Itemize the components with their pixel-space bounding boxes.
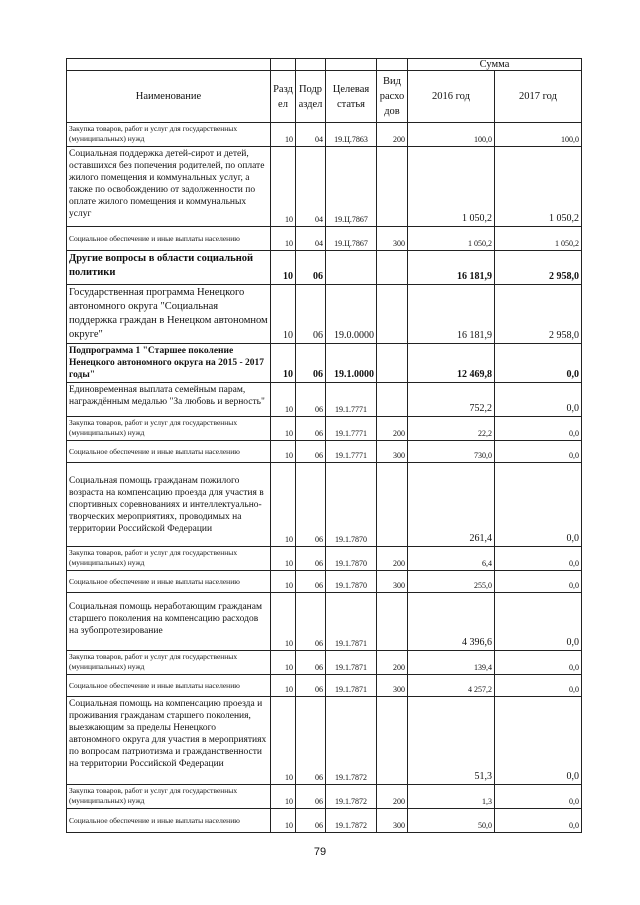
row-pr: 06: [296, 251, 326, 285]
row-2017: 0,0: [495, 571, 582, 593]
row-name: Социальное обеспечение и иные выплаты населению: [67, 441, 271, 463]
row-name: Закупка товаров, работ и услуг для государственных (муниципальных) нужд: [67, 547, 271, 571]
row-rz: 10: [271, 417, 296, 441]
row-rz: 10: [271, 344, 296, 383]
row-name: Социальное обеспечение и иные выплаты населению: [67, 675, 271, 697]
row-vr: 200: [377, 785, 408, 809]
row-2017: 0,0: [495, 593, 582, 651]
table-row: [67, 809, 582, 833]
row-rz: 10: [271, 651, 296, 675]
row-vr: 300: [377, 675, 408, 697]
row-2016: 22,2: [408, 417, 495, 441]
table-row: [67, 417, 582, 441]
header-blank: [67, 59, 271, 71]
row-cs: 19.0.0000: [326, 285, 377, 344]
row-pr: 06: [296, 344, 326, 383]
row-vr: [377, 251, 408, 285]
row-name: Социальная помощь на компенсацию проезда и проживания гражданам старшего поколения, выезжающим за пределы Ненецкого автономного округа для участия в мероприятиях по вопросам патриотизма и гражданственности на территории Российской Федерации: [67, 697, 271, 785]
row-2016: 261,4: [408, 463, 495, 547]
row-2016: 4 257,2: [408, 675, 495, 697]
row-2017: 0,0: [495, 344, 582, 383]
row-pr: 06: [296, 593, 326, 651]
header-blank: [326, 59, 377, 71]
table-row: [67, 697, 582, 785]
row-rz: 10: [271, 147, 296, 227]
row-cs: 19.1.7871: [326, 651, 377, 675]
row-2016: 16 181,9: [408, 251, 495, 285]
row-2017: 1 050,2: [495, 227, 582, 251]
header-blank: [296, 59, 326, 71]
table-row: [67, 227, 582, 251]
row-vr: [377, 593, 408, 651]
row-pr: 06: [296, 809, 326, 833]
row-rz: 10: [271, 251, 296, 285]
table-row: [67, 547, 582, 571]
row-cs: [326, 251, 377, 285]
row-rz: 10: [271, 463, 296, 547]
row-2017: 0,0: [495, 417, 582, 441]
row-2016: 255,0: [408, 571, 495, 593]
row-vr: 200: [377, 417, 408, 441]
row-name: Социальная помощь гражданам пожилого возраста на компенсацию проезда для участия в спортивных соревнованиях и интеллектуально-творческих мероприятиях, проводимых на территории Российской Федерации: [67, 463, 271, 547]
row-cs: 19.1.7871: [326, 593, 377, 651]
row-pr: 06: [296, 675, 326, 697]
row-vr: [377, 285, 408, 344]
row-name: Социальная поддержка детей-сирот и детей, оставшихся без попечения родителей, по оплате жилого помещения и коммунальных услуг, а также по освобождению от задолженности по оплате жилого помещения и коммунальных услуг: [67, 147, 271, 227]
table-row: [67, 123, 582, 147]
row-rz: 10: [271, 441, 296, 463]
row-2017: 0,0: [495, 441, 582, 463]
row-2016: 1,3: [408, 785, 495, 809]
row-2016: 730,0: [408, 441, 495, 463]
row-cs: 19.1.7871: [326, 675, 377, 697]
row-2016: 100,0: [408, 123, 495, 147]
row-rz: 10: [271, 285, 296, 344]
table-row: [67, 463, 582, 547]
row-cs: 19.Ц.7863: [326, 123, 377, 147]
header-blank: [377, 59, 408, 71]
row-2016: 6,4: [408, 547, 495, 571]
row-vr: [377, 463, 408, 547]
row-pr: 06: [296, 441, 326, 463]
row-vr: [377, 147, 408, 227]
row-cs: 19.Ц.7867: [326, 227, 377, 251]
row-name: Закупка товаров, работ и услуг для государственных (муниципальных) нужд: [67, 123, 271, 147]
row-2016: 1 050,2: [408, 227, 495, 251]
header-name: Наименование: [67, 71, 271, 123]
row-2016: 139,4: [408, 651, 495, 675]
row-2017: 0,0: [495, 697, 582, 785]
row-rz: 10: [271, 593, 296, 651]
header-vid: Вид расхо дов: [377, 71, 408, 123]
row-pr: 06: [296, 697, 326, 785]
table-row-section: [67, 251, 582, 285]
row-2016: 4 396,6: [408, 593, 495, 651]
row-vr: [377, 697, 408, 785]
row-vr: 300: [377, 571, 408, 593]
row-2016: 752,2: [408, 383, 495, 417]
table-row: [67, 147, 582, 227]
row-vr: [377, 344, 408, 383]
row-cs: 19.1.7771: [326, 441, 377, 463]
row-pr: 06: [296, 571, 326, 593]
budget-table-container: [66, 58, 581, 833]
row-rz: 10: [271, 785, 296, 809]
row-2017: 0,0: [495, 547, 582, 571]
table-row: [67, 441, 582, 463]
row-name: Единовременная выплата семейным парам, награждённым медалью "За любовь и верность": [67, 383, 271, 417]
row-cs: 19.1.7771: [326, 383, 377, 417]
row-rz: 10: [271, 123, 296, 147]
row-pr: 06: [296, 651, 326, 675]
row-pr: 04: [296, 147, 326, 227]
header-stat: Целевая статья: [326, 71, 377, 123]
row-rz: 10: [271, 571, 296, 593]
row-name: Другие вопросы в области социальной политики: [67, 251, 271, 285]
row-pr: 06: [296, 383, 326, 417]
table-row: [67, 285, 582, 344]
row-2017: 0,0: [495, 651, 582, 675]
row-pr: 04: [296, 227, 326, 251]
row-rz: 10: [271, 675, 296, 697]
table-row: [67, 785, 582, 809]
table-row: [67, 593, 582, 651]
row-2017: 0,0: [495, 383, 582, 417]
table-row: [67, 675, 582, 697]
row-rz: 10: [271, 383, 296, 417]
row-2017: 0,0: [495, 675, 582, 697]
row-pr: 06: [296, 285, 326, 344]
row-2017: 0,0: [495, 809, 582, 833]
row-name: Социальное обеспечение и иные выплаты населению: [67, 227, 271, 251]
header-blank: [271, 59, 296, 71]
row-name: Социальная помощь неработающим гражданам старшего поколения на компенсацию расходов на зубопротезирование: [67, 593, 271, 651]
row-rz: 10: [271, 697, 296, 785]
row-pr: 06: [296, 785, 326, 809]
row-2016: 50,0: [408, 809, 495, 833]
header-row-top: [67, 59, 582, 71]
row-name: Социальное обеспечение и иные выплаты населению: [67, 809, 271, 833]
row-cs: 19.1.7872: [326, 785, 377, 809]
row-vr: 200: [377, 123, 408, 147]
row-vr: 200: [377, 651, 408, 675]
header-2017: 2017 год: [495, 71, 582, 123]
row-pr: 04: [296, 123, 326, 147]
row-vr: 300: [377, 227, 408, 251]
row-name: Государственная программа Ненецкого автономного округа "Социальная поддержка граждан в Ненецком автономном округе": [67, 285, 271, 344]
header-podrazdel: Подр аздел: [296, 71, 326, 123]
header-sum: Сумма: [408, 59, 582, 71]
row-cs: 19.1.7771: [326, 417, 377, 441]
row-rz: 10: [271, 547, 296, 571]
row-vr: 300: [377, 809, 408, 833]
row-2017: 0,0: [495, 463, 582, 547]
row-name: Подпрограмма 1 "Старшее поколение Ненецкого автономного округа на 2015 - 2017 годы": [67, 344, 271, 383]
row-cs: 19.1.0000: [326, 344, 377, 383]
row-2017: 2 958,0: [495, 285, 582, 344]
row-2017: 2 958,0: [495, 251, 582, 285]
row-cs: 19.1.7870: [326, 547, 377, 571]
row-name: Закупка товаров, работ и услуг для государственных (муниципальных) нужд: [67, 785, 271, 809]
row-cs: 19.1.7872: [326, 697, 377, 785]
table-row: [67, 651, 582, 675]
row-rz: 10: [271, 227, 296, 251]
header-2016: 2016 год: [408, 71, 495, 123]
row-cs: 19.1.7870: [326, 463, 377, 547]
row-2016: 1 050,2: [408, 147, 495, 227]
row-2017: 1 050,2: [495, 147, 582, 227]
row-2017: 0,0: [495, 785, 582, 809]
row-pr: 06: [296, 463, 326, 547]
row-2016: 16 181,9: [408, 285, 495, 344]
row-vr: 200: [377, 547, 408, 571]
row-2017: 100,0: [495, 123, 582, 147]
budget-table: [66, 58, 582, 833]
header-razdel: Разд ел: [271, 71, 296, 123]
row-rz: 10: [271, 809, 296, 833]
table-row-subprogram: [67, 344, 582, 383]
row-vr: [377, 383, 408, 417]
header-row: [67, 71, 582, 123]
page-number: 79: [313, 846, 327, 858]
row-cs: 19.Ц.7867: [326, 147, 377, 227]
table-row: [67, 383, 582, 417]
row-name: Закупка товаров, работ и услуг для государственных (муниципальных) нужд: [67, 417, 271, 441]
row-cs: 19.1.7870: [326, 571, 377, 593]
row-name: Закупка товаров, работ и услуг для государственных (муниципальных) нужд: [67, 651, 271, 675]
row-pr: 06: [296, 547, 326, 571]
row-cs: 19.1.7872: [326, 809, 377, 833]
row-pr: 06: [296, 417, 326, 441]
row-2016: 51,3: [408, 697, 495, 785]
row-2016: 12 469,8: [408, 344, 495, 383]
row-name: Социальное обеспечение и иные выплаты населению: [67, 571, 271, 593]
table-row: [67, 571, 582, 593]
row-vr: 300: [377, 441, 408, 463]
